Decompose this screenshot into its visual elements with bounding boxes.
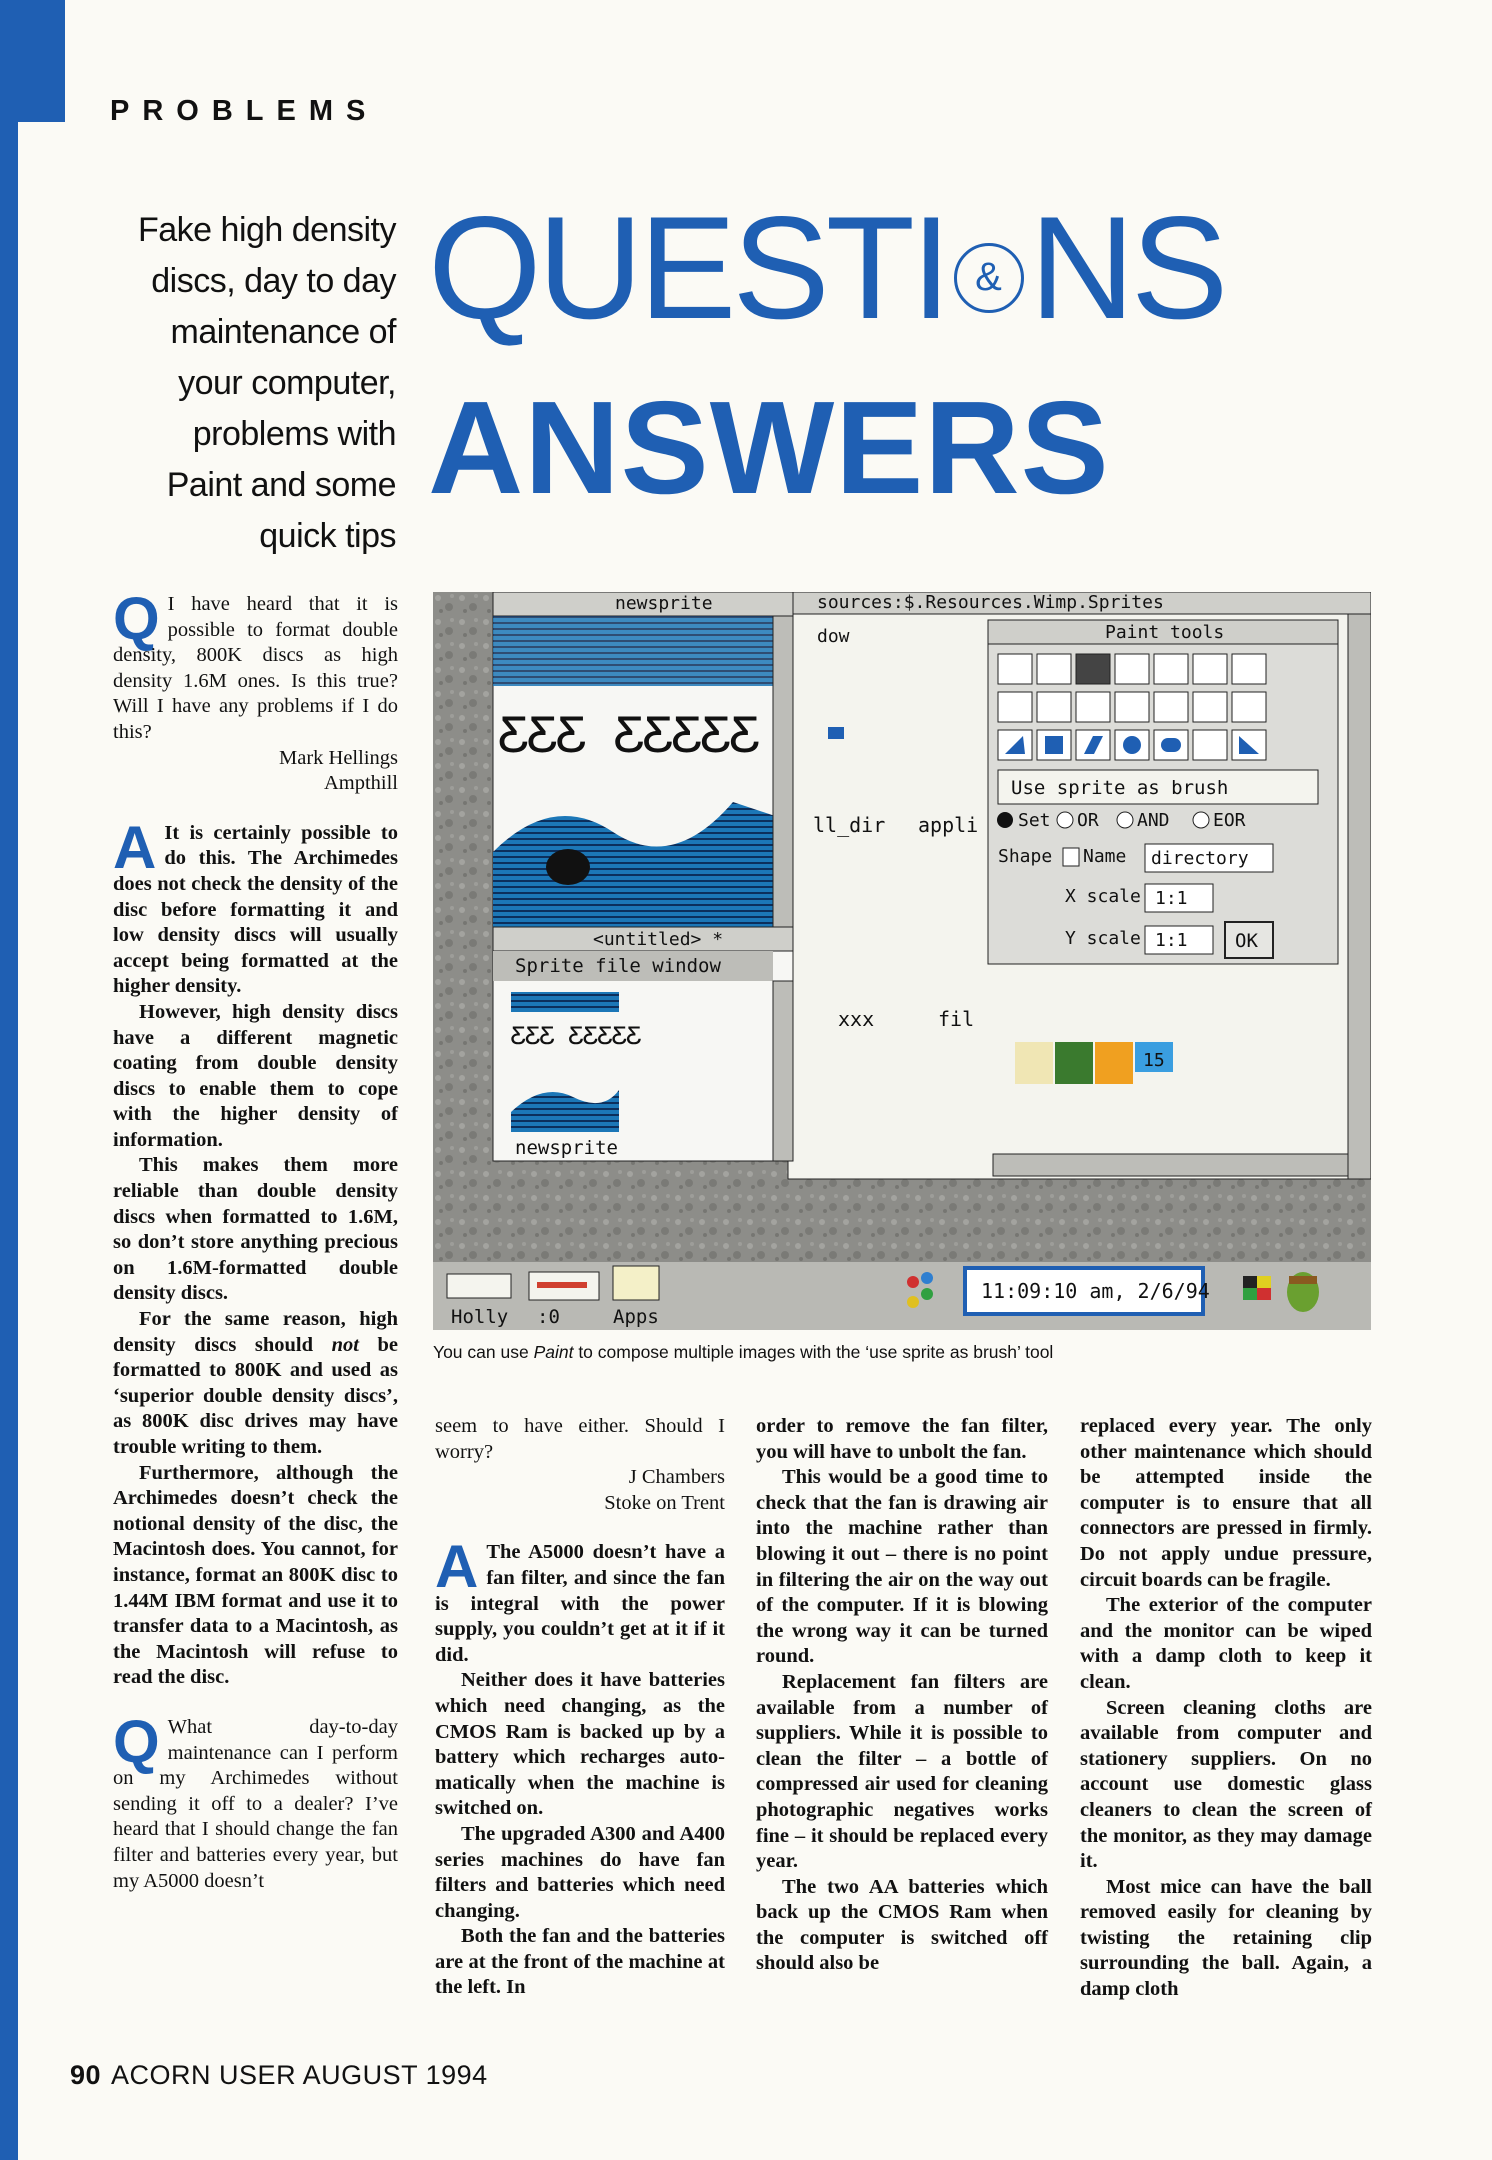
question-1 — [113, 585, 398, 746]
article-deck: Fake high density discs, day to day maintenance of your computer, problems with Paint and some quick tips — [138, 211, 396, 555]
column-4 — [1080, 1414, 1372, 2003]
answer-2-para-3: The upgraded A300 and A400 series machines do have fan filters and batteries which need changing. — [435, 1822, 725, 1922]
palette-number: 15 — [1143, 1050, 1165, 1071]
page-footer — [70, 2060, 488, 2091]
file-label-dir: ll_dir — [813, 813, 886, 837]
drop-cap-a2: A — [435, 1533, 479, 1601]
display-manager-icon[interactable] — [1243, 1276, 1271, 1300]
sprite-file-label: Sprite file window — [515, 955, 721, 977]
screenshot-image — [433, 592, 1371, 1330]
name-label: Name — [1083, 846, 1127, 867]
col3-para-1: order to remove the fan filter, you will have to unbolt the fan. — [756, 1415, 1048, 1463]
paint-tools-window[interactable] — [988, 620, 1338, 964]
title-questions-right: NS — [1029, 186, 1225, 349]
name-value: directory — [1151, 848, 1249, 869]
drop-cap-q: Q — [113, 585, 160, 652]
untitled-window-title: <untitled> * — [593, 929, 724, 950]
col3-para-2: This would be a good time to check that the fan is drawing air into the machine rather than blowing it out – there is no point in filtering the air on the way out of the computer. If it is blowing the wrong way it can be turned round. — [756, 1466, 1048, 1668]
answer-2-para-4: Both the fan and the batteries are at the front of the machine at the left. In — [435, 1925, 725, 1999]
sidebar-blue-cap — [0, 0, 65, 122]
acorn-icon[interactable] — [1287, 1272, 1319, 1312]
answer-2-para-2: Neither does it have batteries which need changing, as the CMOS Ram is backed up by a battery which recharges auto-matically when the machine is switched on. — [435, 1669, 725, 1820]
radio-eor[interactable] — [1193, 812, 1209, 828]
icon-label-holly: Holly — [451, 1306, 509, 1328]
xscale-value: 1:1 — [1155, 888, 1188, 909]
radio-set-label: Set — [1018, 810, 1051, 831]
swirl-pattern: ƸƸƸ ƸƸƸƸƸ — [499, 708, 760, 764]
file-label-file: fil — [938, 1007, 975, 1031]
column-2 — [435, 1414, 725, 2001]
caption-post: to compose multiple images with the ‘use sprite as brush’ tool — [573, 1342, 1054, 1362]
yscale-value: 1:1 — [1155, 930, 1188, 951]
radio-set[interactable] — [997, 812, 1013, 828]
answer-1-para-1 — [113, 813, 398, 1000]
drop-cap-a: A — [113, 813, 157, 881]
col3-para-3: Replacement fan filters are available from a number of suppliers. While it is possible to clean the filter – a bottle of compressed air used for cleaning photographic negatives works fine – it should be replaced every year. — [756, 1670, 1048, 1873]
answer-1-para-4-post: be formatted to 800K and used as ‘superior double density discs’, as 800K disc drives may have trouble writing to them. — [113, 1333, 399, 1458]
icon-label-apps: Apps — [613, 1306, 659, 1328]
shape-checkbox[interactable] — [1063, 848, 1079, 866]
file-label-xxx: xxx — [838, 1007, 875, 1031]
title-questions — [428, 186, 1225, 349]
section-heading: PROBLEMS — [110, 95, 379, 127]
untitled-window[interactable] — [493, 927, 793, 1161]
answer-2-para-1 — [435, 1533, 725, 1668]
radio-and-label: AND — [1137, 810, 1170, 831]
icon-label-drive: :0 — [537, 1306, 560, 1328]
question-1-author: Mark Hellings — [279, 746, 398, 769]
question-2-text: What day-to-day maintenance can I perform on my Archimedes without sending it off to a dealer? I’ve heard that I should change the fan filter and batteries every year, but my A5000 doesn’t — [113, 1715, 398, 1892]
answer-1-para-2: However, high density discs have a different magnetic coating from double density discs to enable them to cope with the higher density of information. — [113, 1000, 398, 1151]
answer-1-para-3: This makes them more reliable than double density discs when formatted to 1.6M, so don’t store anything precious on 1.6M-formatted double density discs. — [113, 1154, 398, 1305]
clock-text: 11:09:10 am, 2/6/94 — [981, 1279, 1210, 1303]
title-questions-left: QUESTI — [428, 186, 948, 349]
question-2-place: Stoke on Trent — [604, 1491, 725, 1514]
answer-1-para-4-pre: For the same reason, high density discs should — [113, 1308, 398, 1356]
answer-1-para-5: Furthermore, although the Archimedes doesn’t check the notional density of the disc, the Macintosh does. You cannot, for instance, format an 800K disc to 1.44M IBM format and use it to transfer data to a Macintosh, as the Macintosh will refuse to read the disc. — [113, 1461, 398, 1689]
newsprite-window-title: newsprite — [615, 593, 713, 614]
col4-para-4: Most mice can have the ball removed easily for cleaning by twisting the retaining clip surrounding the ball. Again, a damp cloth — [1080, 1875, 1372, 2001]
radio-eor-label: EOR — [1213, 810, 1246, 831]
magazine-name: ACORN USER AUGUST 1994 — [111, 2060, 488, 2090]
answer-1-para-1-text: It is certainly possible to do this. The Archimedes does not check the density of the disc before formatting it and low density discs will usually accept being formatted at the higher density. — [113, 821, 398, 998]
radio-or-label: OR — [1077, 810, 1099, 831]
column-1 — [113, 585, 399, 1894]
col3-para-4: The two AA batteries which back up the CMOS Ram when the computer is switched off should also be — [756, 1875, 1048, 1975]
file-label-appli: appli — [918, 813, 979, 837]
title-ampersand: & — [954, 243, 1024, 313]
shape-label: Shape — [998, 846, 1053, 867]
sidebar-blue-bar — [0, 0, 18, 2160]
answer-1-para-4-em: not — [331, 1333, 359, 1356]
sprite-name-label: newsprite — [515, 1137, 618, 1159]
paint-tools-title: Paint tools — [1105, 622, 1225, 643]
xscale-label: X scale — [1065, 886, 1141, 907]
resources-window-title: sources:$.Resources.Wimp.Sprites — [817, 592, 1164, 613]
radio-and[interactable] — [1117, 812, 1133, 828]
column-3 — [756, 1414, 1048, 1977]
resources-window-partial: dow — [817, 626, 850, 647]
title-answers: ANSWERS — [428, 374, 1110, 521]
page-number: 90 — [70, 2060, 102, 2090]
screenshot-caption — [433, 1342, 1053, 1363]
question-2-author: J Chambers — [628, 1466, 725, 1489]
answer-2-para-1-text: The A5000 doesn’t have a fan filter, and since the fan is integral with the power supply, you couldn’t get at it if it did. — [435, 1541, 725, 1666]
question-1-text: I have heard that it is possible to format double density, 800K discs as high density 1.6M ones. Is this true? Will I have any problems if I do this? — [113, 593, 398, 743]
ok-button-label: OK — [1235, 930, 1258, 952]
caption-pre: You can use — [433, 1342, 534, 1362]
radio-or[interactable] — [1057, 812, 1073, 828]
col4-para-1: replaced every year. The only other maintenance which should be attempted inside the computer is to ensure that all connectors are pressed in firmly. Do not apply undue pressure, circuit boards can be fragile. — [1080, 1415, 1372, 1591]
floppy-drive-icon[interactable] — [447, 1274, 511, 1298]
answer-1-para-4 — [113, 1307, 398, 1461]
sprite-thumbnail-swirls: ƸƸƸ ƸƸƸƸƸ — [511, 1022, 642, 1050]
col4-para-2: The exterior of the computer and the monitor can be wiped with a damp cloth to keep it clean. — [1080, 1594, 1372, 1693]
question-2-cont: seem to have either. Should I worry? — [435, 1415, 725, 1463]
col4-para-3: Screen cleaning cloths are available from computer and stationery suppliers. On no account use domestic glass cleaners to clean the screen of the monitor, as they may damage it. — [1080, 1696, 1372, 1873]
question-1-place: Ampthill — [323, 772, 398, 795]
newsprite-window[interactable] — [493, 592, 793, 950]
icon-bar — [433, 1262, 1371, 1330]
paint-mode-label: Use sprite as brush — [1011, 777, 1229, 799]
apps-folder-icon[interactable] — [613, 1266, 659, 1300]
caption-em: Paint — [533, 1342, 574, 1362]
yscale-label: Y scale — [1065, 928, 1141, 949]
question-2 — [113, 1707, 398, 1894]
drop-cap-q2: Q — [113, 1707, 160, 1775]
